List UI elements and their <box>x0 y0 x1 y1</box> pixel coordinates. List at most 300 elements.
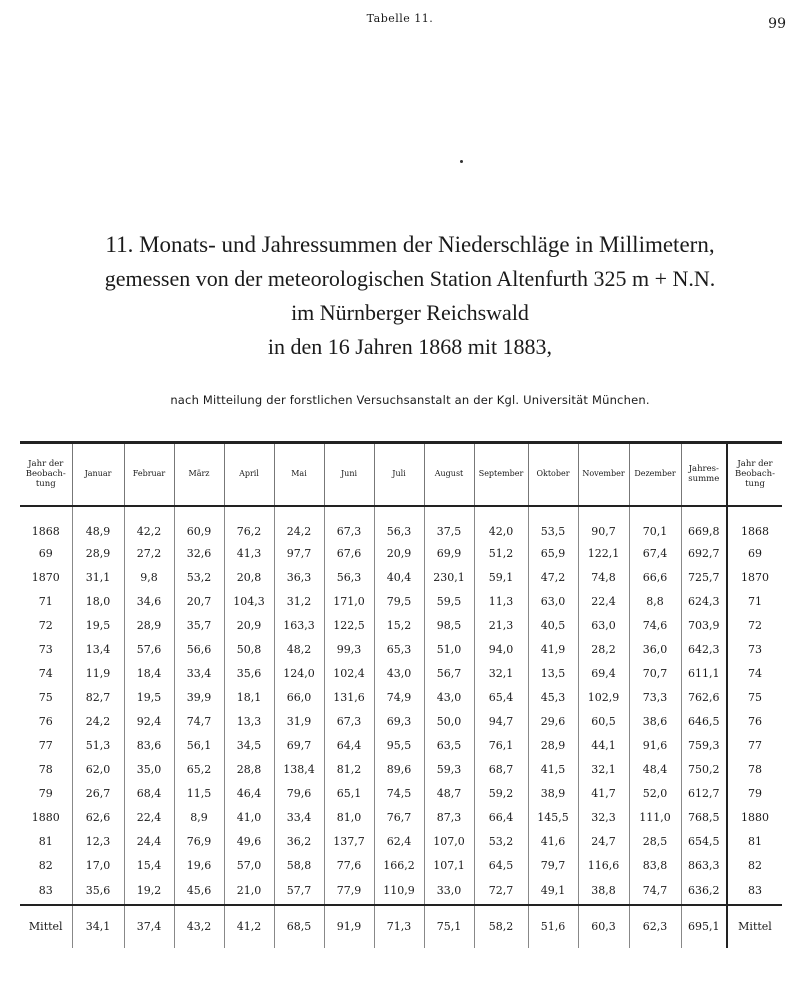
header-cell: Jahr der Beobach-tung <box>20 443 72 506</box>
mean-value-cell: 60,3 <box>578 905 629 948</box>
month-value-cell: 15,2 <box>374 614 424 638</box>
annual-sum-cell: 642,3 <box>681 638 727 662</box>
year-cell: 72 <box>38 619 53 632</box>
table-header-row <box>20 443 782 506</box>
spacer-cell <box>474 506 528 522</box>
month-value-cell: 62,0 <box>72 758 124 782</box>
month-value-cell: 94,0 <box>474 638 528 662</box>
table-row <box>20 830 782 854</box>
month-value-cell: 70,7 <box>629 662 681 686</box>
month-value-cell: 69,3 <box>374 710 424 734</box>
month-value-cell: 19,5 <box>72 614 124 638</box>
month-value-cell: 31,1 <box>72 566 124 590</box>
spacer-cell <box>72 506 124 522</box>
month-value-cell: 35,0 <box>124 758 174 782</box>
month-value-cell: 62,6 <box>72 806 124 830</box>
annual-sum-cell: 768,5 <box>681 806 727 830</box>
month-value-cell: 24,7 <box>578 830 629 854</box>
annual-sum-cell: 646,5 <box>681 710 727 734</box>
year-cell: 83 <box>20 878 72 905</box>
month-value-cell: 53,5 <box>528 522 578 542</box>
month-value-cell: 28,8 <box>224 758 274 782</box>
month-value-cell: 104,3 <box>224 590 274 614</box>
spacer-cell <box>629 506 681 522</box>
mean-label: Mittel <box>28 920 63 933</box>
month-value-cell: 138,4 <box>274 758 324 782</box>
table-row <box>20 686 782 710</box>
header-cell: August <box>424 443 474 506</box>
month-value-cell: 57,0 <box>224 854 274 878</box>
month-value-cell: 89,6 <box>374 758 424 782</box>
month-value-cell: 41,5 <box>528 758 578 782</box>
month-value-cell: 32,1 <box>474 662 528 686</box>
month-value-cell: 59,5 <box>424 590 474 614</box>
month-value-cell: 94,7 <box>474 710 528 734</box>
month-value-cell: 83,8 <box>629 854 681 878</box>
spacer-cell <box>20 506 72 522</box>
header-cell: Dezember <box>629 443 681 506</box>
month-value-cell: 137,7 <box>324 830 374 854</box>
month-value-cell: 74,6 <box>629 614 681 638</box>
spacer-cell <box>578 506 629 522</box>
annual-sum-cell: 692,7 <box>681 542 727 566</box>
month-value-cell: 33,4 <box>174 662 224 686</box>
table-spacer-row <box>20 506 782 522</box>
year-cell: 1868 <box>31 525 60 538</box>
month-value-cell: 40,5 <box>528 614 578 638</box>
month-value-cell: 76,7 <box>374 806 424 830</box>
month-value-cell: 35,6 <box>72 878 124 905</box>
month-value-cell: 95,5 <box>374 734 424 758</box>
annual-sum-cell: 624,3 <box>681 590 727 614</box>
mean-label-right: Mittel <box>727 905 782 948</box>
month-value-cell: 36,0 <box>629 638 681 662</box>
month-value-cell: 131,6 <box>324 686 374 710</box>
month-value-cell: 74,9 <box>374 686 424 710</box>
month-value-cell: 102,9 <box>578 686 629 710</box>
month-value-cell: 38,9 <box>528 782 578 806</box>
month-value-cell: 77,9 <box>324 878 374 905</box>
month-value-cell: 32,3 <box>578 806 629 830</box>
year-cell-right: 76 <box>727 710 782 734</box>
month-value-cell: 38,6 <box>629 710 681 734</box>
month-value-cell: 68,7 <box>474 758 528 782</box>
month-value-cell: 19,5 <box>124 686 174 710</box>
month-value-cell: 52,0 <box>629 782 681 806</box>
year-cell: 74 <box>38 667 53 680</box>
month-value-cell: 110,9 <box>374 878 424 905</box>
mean-annual-sum-cell: 695,1 <box>681 905 727 948</box>
month-value-cell: 21,0 <box>224 878 274 905</box>
month-value-cell: 102,4 <box>324 662 374 686</box>
running-head: Tabelle 11. <box>366 12 434 25</box>
month-value-cell: 67,6 <box>324 542 374 566</box>
month-value-cell: 18,0 <box>72 590 124 614</box>
month-value-cell: 81,0 <box>324 806 374 830</box>
year-cell-right: 69 <box>727 542 782 566</box>
month-value-cell: 97,7 <box>274 542 324 566</box>
mean-row <box>20 905 782 948</box>
month-value-cell: 20,8 <box>224 566 274 590</box>
month-value-cell: 59,2 <box>474 782 528 806</box>
month-value-cell: 51,0 <box>424 638 474 662</box>
header-cell: Februar <box>124 443 174 506</box>
table-row <box>20 878 782 905</box>
annual-sum-cell: 669,8 <box>681 522 727 542</box>
month-value-cell: 79,7 <box>528 854 578 878</box>
spacer-cell <box>324 506 374 522</box>
month-value-cell: 83,6 <box>124 734 174 758</box>
year-cell-right: 72 <box>727 614 782 638</box>
month-value-cell: 32,6 <box>174 542 224 566</box>
month-value-cell: 51,2 <box>474 542 528 566</box>
month-value-cell: 74,7 <box>629 878 681 905</box>
header-cell: Januar <box>72 443 124 506</box>
year-cell: 75 <box>38 691 53 704</box>
title-line-1: 11. Monats- und Jahressummen der Niederschläge in Millimetern, <box>105 232 715 257</box>
month-value-cell: 66,4 <box>474 806 528 830</box>
header-cell: März <box>174 443 224 506</box>
month-value-cell: 42,2 <box>124 522 174 542</box>
month-value-cell: 22,4 <box>124 806 174 830</box>
year-cell-right: 83 <box>727 878 782 905</box>
month-value-cell: 48,9 <box>72 522 124 542</box>
header-cell: Jahr der Beobach-tung <box>727 443 782 506</box>
month-value-cell: 19,6 <box>174 854 224 878</box>
month-value-cell: 47,2 <box>528 566 578 590</box>
month-value-cell: 66,0 <box>274 686 324 710</box>
page-number: 99 <box>768 16 786 32</box>
year-cell-right: 1870 <box>727 566 782 590</box>
month-value-cell: 67,4 <box>629 542 681 566</box>
month-value-cell: 82,7 <box>72 686 124 710</box>
month-value-cell: 69,7 <box>274 734 324 758</box>
annual-sum-cell: 762,6 <box>681 686 727 710</box>
month-value-cell: 35,7 <box>174 614 224 638</box>
month-value-cell: 111,0 <box>629 806 681 830</box>
month-value-cell: 99,3 <box>324 638 374 662</box>
month-value-cell: 41,3 <box>224 542 274 566</box>
month-value-cell: 107,0 <box>424 830 474 854</box>
month-value-cell: 73,3 <box>629 686 681 710</box>
month-value-cell: 34,5 <box>224 734 274 758</box>
month-value-cell: 45,6 <box>174 878 224 905</box>
month-value-cell: 74,5 <box>374 782 424 806</box>
month-value-cell: 90,7 <box>578 522 629 542</box>
mean-value-cell: 34,1 <box>72 905 124 948</box>
month-value-cell: 13,5 <box>528 662 578 686</box>
month-value-cell: 57,7 <box>274 878 324 905</box>
annual-sum-cell: 611,1 <box>681 662 727 686</box>
table-row <box>20 806 782 830</box>
month-value-cell: 42,0 <box>474 522 528 542</box>
table-row <box>20 566 782 590</box>
month-value-cell: 50,8 <box>224 638 274 662</box>
spacer-cell <box>174 506 224 522</box>
month-value-cell: 24,2 <box>274 522 324 542</box>
month-value-cell: 32,1 <box>578 758 629 782</box>
month-value-cell: 45,3 <box>528 686 578 710</box>
header-cell: November <box>578 443 629 506</box>
header-cell: Jahres-summe <box>681 443 727 506</box>
month-value-cell: 98,5 <box>424 614 474 638</box>
month-value-cell: 43,0 <box>424 686 474 710</box>
month-value-cell: 17,0 <box>72 854 124 878</box>
month-value-cell: 41,0 <box>224 806 274 830</box>
table-row <box>20 854 782 878</box>
annual-sum-cell: 759,3 <box>681 734 727 758</box>
month-value-cell: 59,3 <box>424 758 474 782</box>
month-value-cell: 27,2 <box>124 542 174 566</box>
table-row <box>20 590 782 614</box>
year-cell: 77 <box>38 739 53 752</box>
month-value-cell: 35,6 <box>224 662 274 686</box>
mean-value-cell: 68,5 <box>274 905 324 948</box>
month-value-cell: 56,1 <box>174 734 224 758</box>
year-cell: 82 <box>38 859 53 872</box>
month-value-cell: 37,5 <box>424 522 474 542</box>
month-value-cell: 28,2 <box>578 638 629 662</box>
month-value-cell: 15,4 <box>124 854 174 878</box>
mean-value-cell: 51,6 <box>528 905 578 948</box>
month-value-cell: 56,7 <box>424 662 474 686</box>
month-value-cell: 24,2 <box>72 710 124 734</box>
table-row <box>20 710 782 734</box>
annual-sum-cell: 636,2 <box>681 878 727 905</box>
table-body <box>20 506 782 948</box>
month-value-cell: 34,6 <box>124 590 174 614</box>
table-row <box>20 542 782 566</box>
table-row <box>20 614 782 638</box>
mean-value-cell: 62,3 <box>629 905 681 948</box>
month-value-cell: 43,0 <box>374 662 424 686</box>
year-cell: 79 <box>38 787 53 800</box>
month-value-cell: 44,1 <box>578 734 629 758</box>
month-value-cell: 40,4 <box>374 566 424 590</box>
header-cell: Juni <box>324 443 374 506</box>
month-value-cell: 18,1 <box>224 686 274 710</box>
month-value-cell: 49,1 <box>528 878 578 905</box>
month-value-cell: 166,2 <box>374 854 424 878</box>
spacer-cell <box>727 506 782 522</box>
month-value-cell: 79,6 <box>274 782 324 806</box>
month-value-cell: 72,7 <box>474 878 528 905</box>
month-value-cell: 48,7 <box>424 782 474 806</box>
year-cell: 1880 <box>31 811 60 824</box>
month-value-cell: 50,0 <box>424 710 474 734</box>
table-row <box>20 522 782 542</box>
month-value-cell: 20,9 <box>224 614 274 638</box>
month-value-cell: 70,1 <box>629 522 681 542</box>
year-cell-right: 79 <box>727 782 782 806</box>
title-block <box>40 228 780 364</box>
month-value-cell: 20,9 <box>374 542 424 566</box>
month-value-cell: 13,4 <box>72 638 124 662</box>
month-value-cell: 69,4 <box>578 662 629 686</box>
header-cell: September <box>474 443 528 506</box>
annual-sum-cell: 863,3 <box>681 854 727 878</box>
month-value-cell: 64,4 <box>324 734 374 758</box>
month-value-cell: 81,2 <box>324 758 374 782</box>
month-value-cell: 13,3 <box>224 710 274 734</box>
month-value-cell: 124,0 <box>274 662 324 686</box>
month-value-cell: 58,8 <box>274 854 324 878</box>
month-value-cell: 19,2 <box>124 878 174 905</box>
mean-value-cell: 43,2 <box>174 905 224 948</box>
month-value-cell: 33,4 <box>274 806 324 830</box>
year-cell: 81 <box>38 835 53 848</box>
month-value-cell: 66,6 <box>629 566 681 590</box>
month-value-cell: 59,1 <box>474 566 528 590</box>
year-cell-right: 81 <box>727 830 782 854</box>
year-cell: 71 <box>38 595 53 608</box>
month-value-cell: 28,9 <box>72 542 124 566</box>
month-value-cell: 29,6 <box>528 710 578 734</box>
month-value-cell: 11,5 <box>174 782 224 806</box>
title-line-4: in den 16 Jahren 1868 mit 1883, <box>267 334 553 359</box>
month-value-cell: 67,3 <box>324 710 374 734</box>
month-value-cell: 21,3 <box>474 614 528 638</box>
month-value-cell: 53,2 <box>474 830 528 854</box>
month-value-cell: 38,8 <box>578 878 629 905</box>
mean-value-cell: 37,4 <box>124 905 174 948</box>
month-value-cell: 107,1 <box>424 854 474 878</box>
year-cell: 76 <box>38 715 53 728</box>
year-cell-right: 74 <box>727 662 782 686</box>
table-row <box>20 758 782 782</box>
year-cell: 1870 <box>31 571 60 584</box>
spacer-cell <box>681 506 727 522</box>
month-value-cell: 41,9 <box>528 638 578 662</box>
mean-value-cell: 75,1 <box>424 905 474 948</box>
month-value-cell: 36,2 <box>274 830 324 854</box>
month-value-cell: 60,9 <box>174 522 224 542</box>
month-value-cell: 20,7 <box>174 590 224 614</box>
precipitation-table <box>20 441 782 948</box>
month-value-cell: 18,4 <box>124 662 174 686</box>
month-value-cell: 9,8 <box>124 566 174 590</box>
year-cell: 78 <box>38 763 53 776</box>
annual-sum-cell: 750,2 <box>681 758 727 782</box>
month-value-cell: 28,9 <box>124 614 174 638</box>
spacer-cell <box>274 506 324 522</box>
mean-value-cell: 71,3 <box>374 905 424 948</box>
month-value-cell: 48,4 <box>629 758 681 782</box>
year-cell-right: 77 <box>727 734 782 758</box>
month-value-cell: 65,2 <box>174 758 224 782</box>
annual-sum-cell: 654,5 <box>681 830 727 854</box>
month-value-cell: 12,3 <box>72 830 124 854</box>
year-cell-right: 78 <box>727 758 782 782</box>
header-cell: April <box>224 443 274 506</box>
mean-value-cell: 58,2 <box>474 905 528 948</box>
month-value-cell: 63,0 <box>578 614 629 638</box>
annual-sum-cell: 612,7 <box>681 782 727 806</box>
month-value-cell: 65,1 <box>324 782 374 806</box>
month-value-cell: 79,5 <box>374 590 424 614</box>
month-value-cell: 57,6 <box>124 638 174 662</box>
mean-value-cell: 91,9 <box>324 905 374 948</box>
header-cell: Oktober <box>528 443 578 506</box>
month-value-cell: 11,3 <box>474 590 528 614</box>
spacer-cell <box>224 506 274 522</box>
title-line-3: im Nürnberger Reichswald <box>291 300 529 325</box>
month-value-cell: 68,4 <box>124 782 174 806</box>
month-value-cell: 51,3 <box>72 734 124 758</box>
year-cell-right: 1880 <box>727 806 782 830</box>
spacer-cell <box>374 506 424 522</box>
month-value-cell: 163,3 <box>274 614 324 638</box>
year-cell-right: 1868 <box>727 522 782 542</box>
year-cell-right: 71 <box>727 590 782 614</box>
month-value-cell: 48,2 <box>274 638 324 662</box>
month-value-cell: 65,4 <box>474 686 528 710</box>
month-value-cell: 31,2 <box>274 590 324 614</box>
month-value-cell: 11,9 <box>72 662 124 686</box>
month-value-cell: 56,3 <box>374 522 424 542</box>
spacer-cell <box>124 506 174 522</box>
year-cell-right: 73 <box>727 638 782 662</box>
annual-sum-cell: 725,7 <box>681 566 727 590</box>
month-value-cell: 62,4 <box>374 830 424 854</box>
month-value-cell: 56,3 <box>324 566 374 590</box>
month-value-cell: 74,7 <box>174 710 224 734</box>
month-value-cell: 76,1 <box>474 734 528 758</box>
month-value-cell: 91,6 <box>629 734 681 758</box>
month-value-cell: 28,5 <box>629 830 681 854</box>
month-value-cell: 33,0 <box>424 878 474 905</box>
month-value-cell: 8,9 <box>174 806 224 830</box>
month-value-cell: 116,6 <box>578 854 629 878</box>
print-speck <box>460 160 463 163</box>
month-value-cell: 56,6 <box>174 638 224 662</box>
month-value-cell: 69,9 <box>424 542 474 566</box>
month-value-cell: 22,4 <box>578 590 629 614</box>
header-cell: Juli <box>374 443 424 506</box>
table-row <box>20 782 782 806</box>
annual-sum-cell: 703,9 <box>681 614 727 638</box>
month-value-cell: 63,5 <box>424 734 474 758</box>
table-row <box>20 638 782 662</box>
year-cell-right: 75 <box>727 686 782 710</box>
spacer-cell <box>424 506 474 522</box>
year-cell: 69 <box>38 547 53 560</box>
month-value-cell: 41,7 <box>578 782 629 806</box>
table-row <box>20 734 782 758</box>
month-value-cell: 36,3 <box>274 566 324 590</box>
month-value-cell: 171,0 <box>324 590 374 614</box>
month-value-cell: 41,6 <box>528 830 578 854</box>
month-value-cell: 122,5 <box>324 614 374 638</box>
month-value-cell: 77,6 <box>324 854 374 878</box>
month-value-cell: 92,4 <box>124 710 174 734</box>
month-value-cell: 24,4 <box>124 830 174 854</box>
month-value-cell: 122,1 <box>578 542 629 566</box>
spacer-cell <box>528 506 578 522</box>
month-value-cell: 26,7 <box>72 782 124 806</box>
month-value-cell: 28,9 <box>528 734 578 758</box>
month-value-cell: 87,3 <box>424 806 474 830</box>
month-value-cell: 31,9 <box>274 710 324 734</box>
month-value-cell: 65,9 <box>528 542 578 566</box>
month-value-cell: 145,5 <box>528 806 578 830</box>
month-value-cell: 64,5 <box>474 854 528 878</box>
month-value-cell: 76,9 <box>174 830 224 854</box>
month-value-cell: 8,8 <box>629 590 681 614</box>
year-cell-right: 82 <box>727 854 782 878</box>
month-value-cell: 49,6 <box>224 830 274 854</box>
month-value-cell: 67,3 <box>324 522 374 542</box>
